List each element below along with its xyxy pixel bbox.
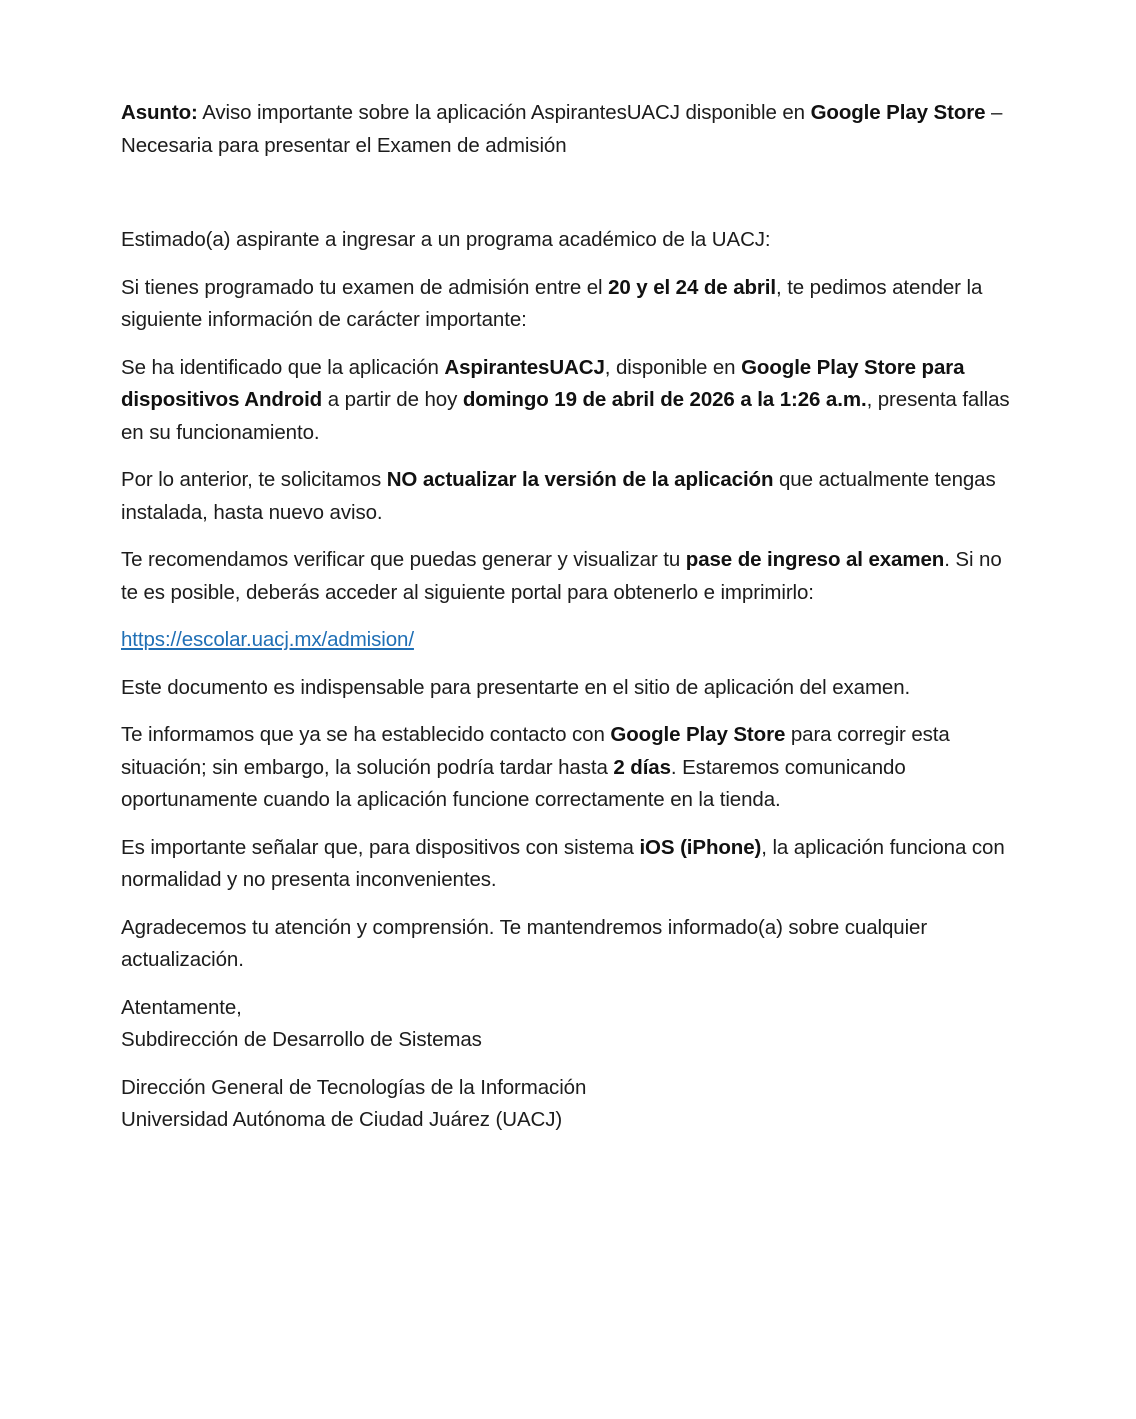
text: Se ha identificado que la aplicación [121, 355, 445, 379]
subject-label: Asunto: [121, 101, 198, 124]
store-name: Google Play Store [610, 723, 786, 746]
ios-label: iOS (iPhone) [639, 835, 762, 859]
text: , presenta fallas en su funcionamiento. [121, 388, 1010, 444]
subject-text: Aviso importante sobre la aplicación AspirantesUACJ disponible en [197, 101, 811, 124]
text: Si tienes programado tu examen de admisión entre el [121, 275, 609, 299]
paragraph-exam-dates [121, 272, 1021, 337]
signature-directorate: Dirección General de Tecnologías de la Información [121, 1075, 587, 1099]
paragraph-exam-pass [121, 544, 1021, 609]
signature-block-1 [121, 992, 1021, 1057]
text: , disponible en [604, 355, 742, 379]
subject-text-end: – Necesaria para presentar el Examen de admisión [121, 101, 1003, 157]
text: Por lo anterior, te solicitamos [121, 468, 387, 491]
text: , te pedimos atender la siguiente información de carácter importante: [121, 275, 983, 331]
warning: NO actualizar la versión de la aplicación [386, 468, 774, 491]
paragraph-thanks: Agradecemos tu atención y comprensión. Te mantendremos informado(a) sobre cualquier actualización. [121, 915, 928, 971]
signature-university: Universidad Autónoma de Ciudad Juárez (UACJ) [121, 1108, 563, 1131]
subject-line [121, 97, 1021, 162]
text: para corregir esta situación; sin embargo, la solución podría tardar hasta [121, 723, 950, 779]
closing: Atentamente, [121, 995, 242, 1019]
admission-portal-link[interactable]: https://escolar.uacj.mx/admision/ [121, 628, 414, 651]
exam-dates: 20 y el 24 de abril [608, 275, 776, 299]
subject-bold: Google Play Store [810, 101, 986, 124]
app-name: AspirantesUACJ [444, 355, 605, 379]
text: Te informamos que ya se ha establecido contacto con [121, 723, 611, 746]
delay: 2 días [613, 755, 671, 779]
text: que actualmente tengas instalada, hasta nuevo aviso. [121, 468, 996, 524]
paragraph-link [121, 624, 1021, 657]
text: , la aplicación funciona con normalidad y no presenta inconvenientes. [121, 835, 1005, 891]
exam-pass: pase de ingreso al examen [685, 548, 945, 571]
text: . Si no te es posible, deberás acceder al siguiente portal para obtenerlo e imprimirlo: [121, 548, 1002, 604]
text: . Estaremos comunicando oportunamente cuando la aplicación funcione correctamente en la tienda. [121, 755, 906, 811]
paragraph-app-failure [121, 352, 1021, 450]
paragraph-google-contact [121, 719, 1021, 817]
text: Es importante señalar que, para dispositivos con sistema [121, 835, 640, 859]
paragraph-do-not-update [121, 464, 1021, 529]
text: Te recomendamos verificar que puedas generar y visualizar tu [121, 548, 686, 571]
notice-document [121, 97, 1021, 1152]
paragraph-indispensable: Este documento es indispensable para presentarte en el sitio de aplicación del examen. [121, 675, 911, 699]
store-name: Google Play Store para dispositivos Android [121, 355, 965, 411]
greeting: Estimado(a) aspirante a ingresar a un programa académico de la UACJ: [121, 228, 771, 251]
text: a partir de hoy [322, 388, 463, 411]
failure-date: domingo 19 de abril de 2026 a la 1:26 a.m. [462, 388, 867, 411]
signature-block-2 [121, 1072, 1021, 1137]
signature-department: Subdirección de Desarrollo de Sistemas [121, 1028, 482, 1051]
paragraph-ios [121, 832, 1021, 897]
